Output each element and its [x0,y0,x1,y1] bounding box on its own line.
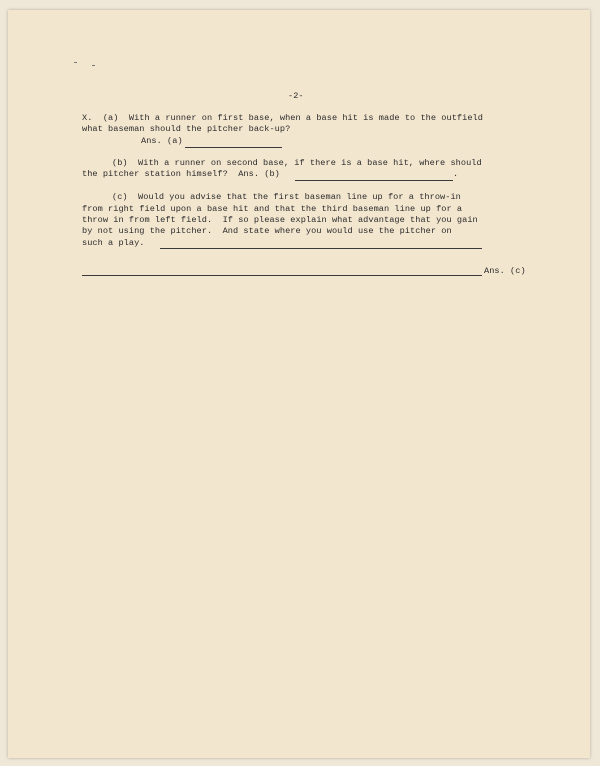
corner-mark [92,65,95,66]
page-number: -2- [288,91,304,101]
answer-b-period: . [453,169,459,179]
answer-a-label: Ans. (a) [141,136,183,146]
answer-a-blank [185,147,282,148]
question-c-line-1: (c) Would you advise that the first baseman line up for a throw-in [112,192,461,202]
question-c-line-3: throw in from left field. If so please explain what advantage that you gain [82,215,478,225]
question-c-line-5: such a play. [82,238,145,248]
paper-sheet [8,10,590,758]
question-a-line-2: what baseman should the pitcher back-up? [82,124,291,134]
question-b-line-1: (b) With a runner on second base, if there is a base hit, where should [112,158,482,168]
answer-c-label: Ans. (c) [484,266,526,276]
answer-c-blank-2 [82,275,482,276]
question-a-line-1: X. (a) With a runner on first base, when a base hit is made to the outfield [82,113,483,123]
question-c-line-2: from right field upon a base hit and that the third baseman line up for a [82,204,463,214]
corner-mark [74,62,77,63]
answer-c-blank-1 [160,248,482,249]
answer-b-blank [295,180,453,181]
question-c-line-4: by not using the pitcher. And state where you would use the pitcher on [82,226,452,236]
question-b-line-2: the pitcher station himself? Ans. (b) [82,169,280,179]
